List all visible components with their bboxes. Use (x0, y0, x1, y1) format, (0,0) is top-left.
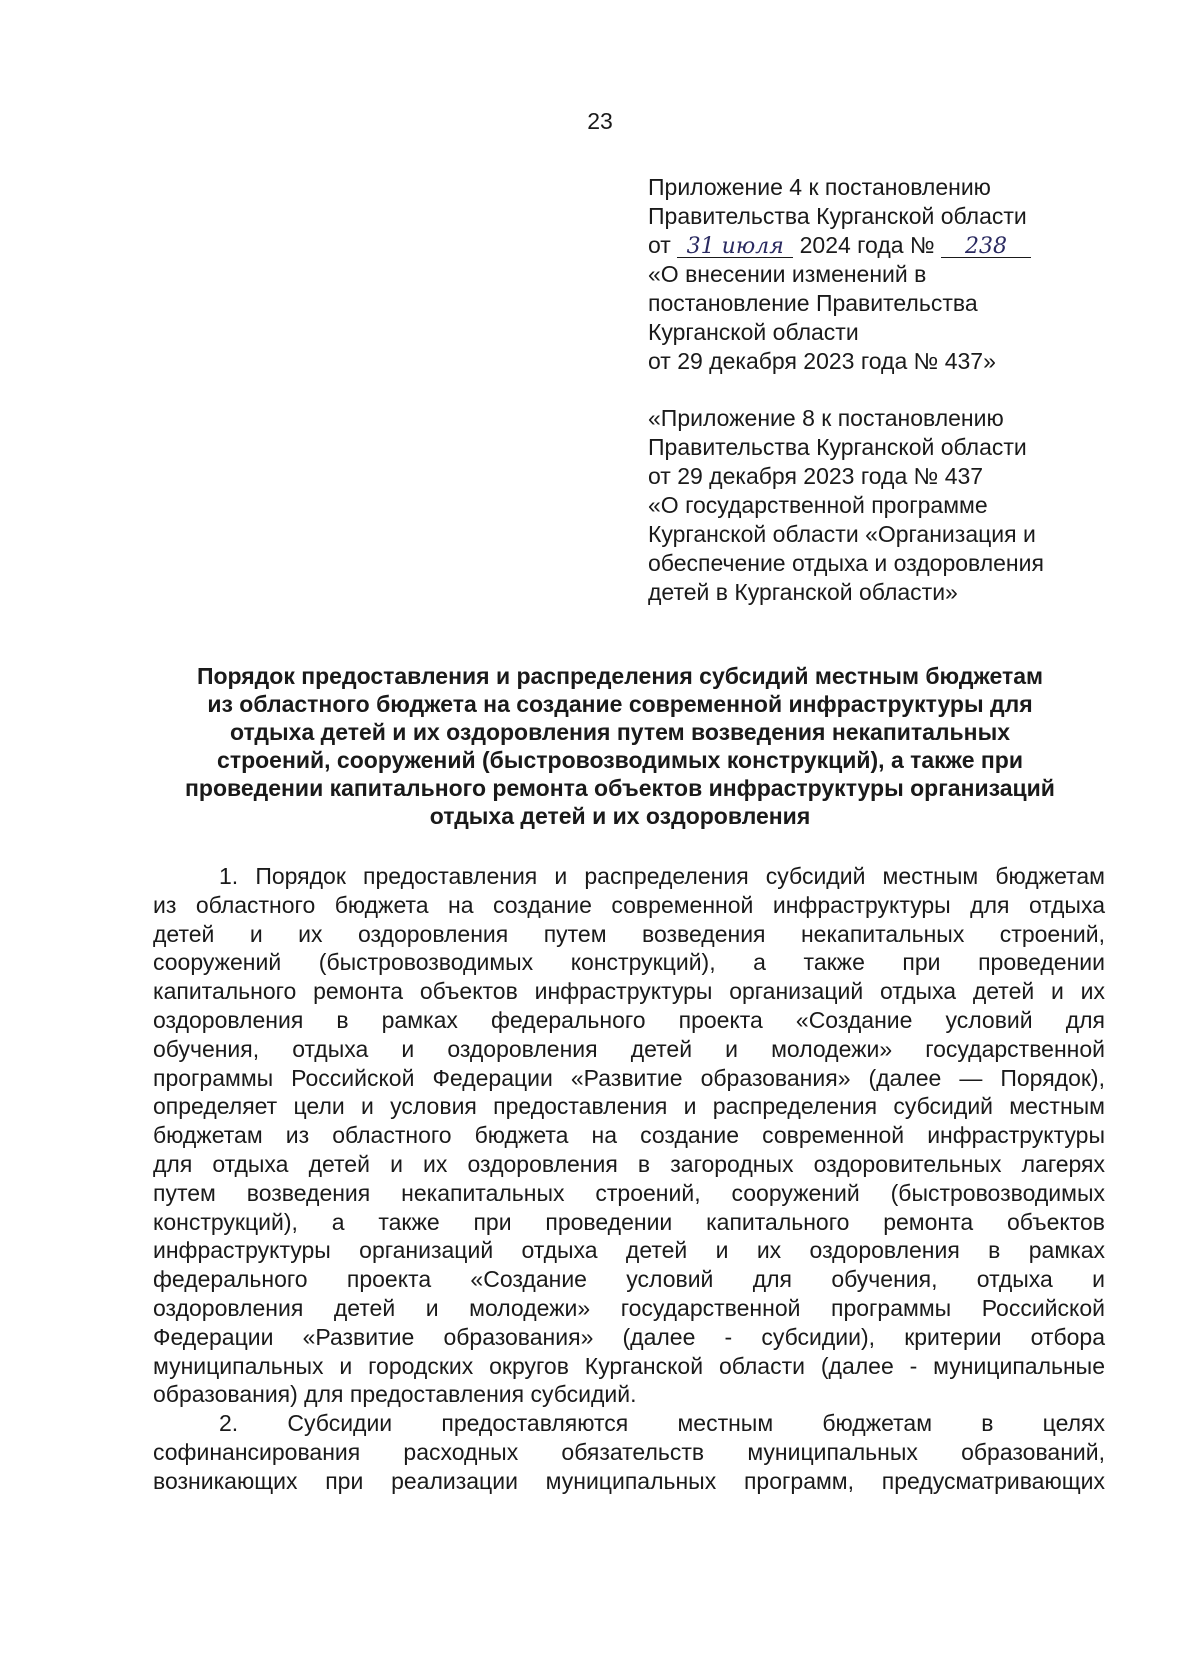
text-line: оздоровления детей и молодежи» государственной программы Российской (153, 1294, 1105, 1321)
appendix-reference-block (648, 404, 1118, 607)
page-number: 23 (587, 108, 613, 134)
appendix-date-line (648, 231, 1118, 260)
appendix-line: от 29 декабря 2023 года № 437» (648, 348, 996, 374)
appendix-line: от 29 декабря 2023 года № 437 (648, 463, 984, 489)
appendix-line: детей в Курганской области» (648, 579, 958, 605)
text-line: обучения, отдыха и оздоровления детей и молодежи» государственной (153, 1035, 1105, 1062)
appendix-line: «Приложение 8 к постановлению (648, 405, 1004, 431)
text-line: оздоровления в рамках федерального проекта «Создание условий для (153, 1006, 1105, 1033)
text-line: муниципальных и городских округов Курганской области (далее - муниципальные (153, 1352, 1105, 1379)
text-line: 2. Субсидии предоставляются местным бюджетам в целях (219, 1410, 1105, 1437)
title-line: отдыха детей и их оздоровления (429, 803, 811, 829)
appendix-line: постановление Правительства (648, 290, 978, 316)
title-line: из областного бюджета на создание современной инфраструктуры для (207, 691, 1033, 717)
text-line: федерального проекта «Создание условий для обучения, отдыха и (153, 1266, 1105, 1293)
appendix-line: Курганской области (648, 319, 859, 345)
text-line: из областного бюджета на создание современной инфраструктуры для отдыха (153, 891, 1105, 918)
date-prefix: от (648, 232, 671, 258)
title-line: отдыха детей и их оздоровления путем возведения некапитальных (229, 719, 1011, 745)
appendix-line: «О внесении изменений в (648, 261, 927, 287)
appendix-header-block (648, 173, 1118, 376)
text-line: софинансирования расходных обязательств муниципальных образований, (153, 1438, 1105, 1465)
text-line: 1. Порядок предоставления и распределения субсидий местным бюджетам (219, 863, 1105, 889)
text-line: определяет цели и условия предоставления и распределения субсидий местным (153, 1093, 1105, 1120)
appendix-line: Приложение 4 к постановлению (648, 174, 991, 200)
appendix-line: Правительства Курганской области (648, 203, 1027, 229)
paragraph-1 (153, 862, 1105, 1409)
appendix-line: Курганской области «Организация и (648, 521, 1036, 547)
document-title (140, 662, 1100, 830)
body-text (153, 862, 1105, 1496)
appendix-line: Правительства Курганской области (648, 434, 1027, 460)
title-line: строений, сооружений (быстровозводимых конструкций), а также при (217, 747, 1023, 773)
appendix-line: «О государственной программе (648, 492, 988, 518)
text-line: инфраструктуры организаций отдыха детей и их оздоровления в рамках (153, 1237, 1105, 1264)
text-line: путем возведения некапитальных строений, сооружений (быстровозводимых (153, 1179, 1105, 1206)
text-line: конструкций), а также при проведении капитального ремонта объектов (153, 1208, 1105, 1235)
text-line: бюджетам из областного бюджета на создание современной инфраструктуры (153, 1122, 1105, 1149)
handwritten-date: 31 июля (677, 237, 793, 258)
text-line: сооружений (быстровозводимых конструкций), а также при проведении (153, 949, 1105, 976)
text-line: образования) для предоставления субсидий. (153, 1381, 637, 1408)
handwritten-number: 238 (941, 237, 1031, 258)
title-line: проведении капитального ремонта объектов инфраструктуры организаций (185, 775, 1055, 801)
title-line: Порядок предоставления и распределения субсидий местным бюджетам (196, 663, 1044, 689)
text-line: Федерации «Развитие образования» (далее - субсидии), критерии отбора (153, 1323, 1105, 1350)
text-line: детей и их оздоровления путем возведения некапитальных строений, (153, 920, 1105, 947)
paragraph-2 (153, 1409, 1105, 1495)
text-line: капитального ремонта объектов инфраструктуры организаций отдыха детей и их (153, 978, 1105, 1005)
text-line: для отдыха детей и их оздоровления в загородных оздоровительных лагерях (153, 1150, 1105, 1177)
year-text: 2024 года № (799, 232, 935, 258)
appendix-line: обеспечение отдыха и оздоровления (648, 550, 1044, 576)
text-line: программы Российской Федерации «Развитие образования» (далее — Порядок), (153, 1064, 1105, 1091)
text-line: возникающих при реализации муниципальных программ, предусматривающих (153, 1467, 1105, 1494)
